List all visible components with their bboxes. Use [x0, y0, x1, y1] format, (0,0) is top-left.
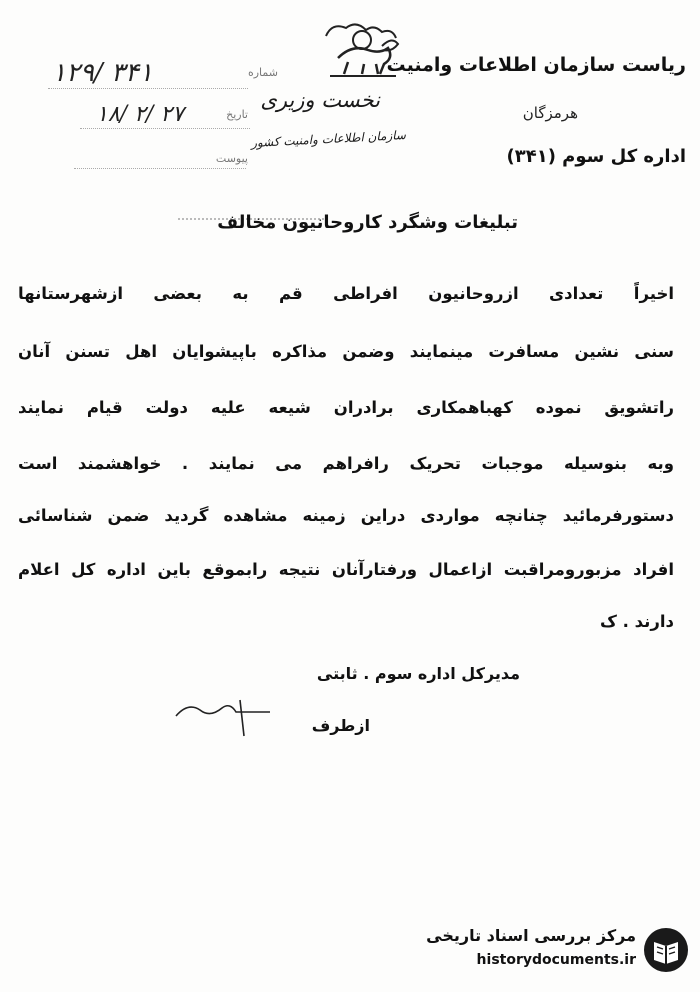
date-value: ۱۸/ ۲/ ۲۷: [96, 102, 184, 127]
department-name: اداره کل سوم (۳۴۱): [506, 146, 686, 167]
open-book-logo-icon: [642, 926, 690, 974]
handwritten-organization: سازمان اطلاعات وامنیت کشور: [250, 127, 407, 151]
watermark-name: مرکز بررسی اسناد تاریخی: [426, 926, 636, 945]
attachment-label: پیوست: [215, 152, 248, 165]
handwritten-signature: [170, 692, 280, 742]
body-line: سنی نشین مسافرت مینمایند وضمن مذاکره باپیشوایان اهل تسنن آنان: [18, 342, 674, 361]
on-behalf-label: ازطرف: [311, 716, 370, 735]
body-line: اخیراً تعدادی ازروحانیون افراطی قم به بعضی ازشهرستانها: [18, 284, 674, 303]
body-line: افراد مزبورومراقبت ازاعمال ورفتارآنان نتیجه رابموقع باین اداره کل اعلام: [18, 560, 674, 579]
number-label: شماره: [247, 66, 278, 79]
date-line: [80, 128, 250, 129]
attachment-line: [74, 168, 246, 169]
province-name: هرمزگان: [522, 104, 578, 122]
watermark-url: historydocuments.ir: [476, 952, 636, 968]
signature-title: مدیرکل اداره سوم . ثابتی: [316, 664, 520, 683]
body-line: راتشویق نموده کهباهمکاری برادران شیعه علیه دولت قیام نمایند: [18, 398, 674, 417]
date-label: تاریخ: [226, 108, 248, 121]
number-value: ۱۲۹/ ۳۴۱: [52, 58, 153, 88]
body-line: وبه بنوسیله موجبات تحریک رافراهم می نمایند . خواهشمند است: [18, 454, 674, 473]
body-line: دستورفرمائید چنانچه مواردی دراین زمینه مشاهده گردید ضمن شناسائی: [18, 506, 674, 525]
number-line: [48, 88, 248, 89]
subject-line: تبلیغات وشگرد کاروحانیون مخالف: [217, 212, 518, 233]
archive-watermark: [410, 922, 690, 980]
handwritten-office: نخست وزیری: [260, 88, 380, 112]
body-line: دارند . ک: [599, 612, 674, 631]
organization-title: ریاست سازمان اطلاعات وامنیت: [386, 54, 686, 76]
